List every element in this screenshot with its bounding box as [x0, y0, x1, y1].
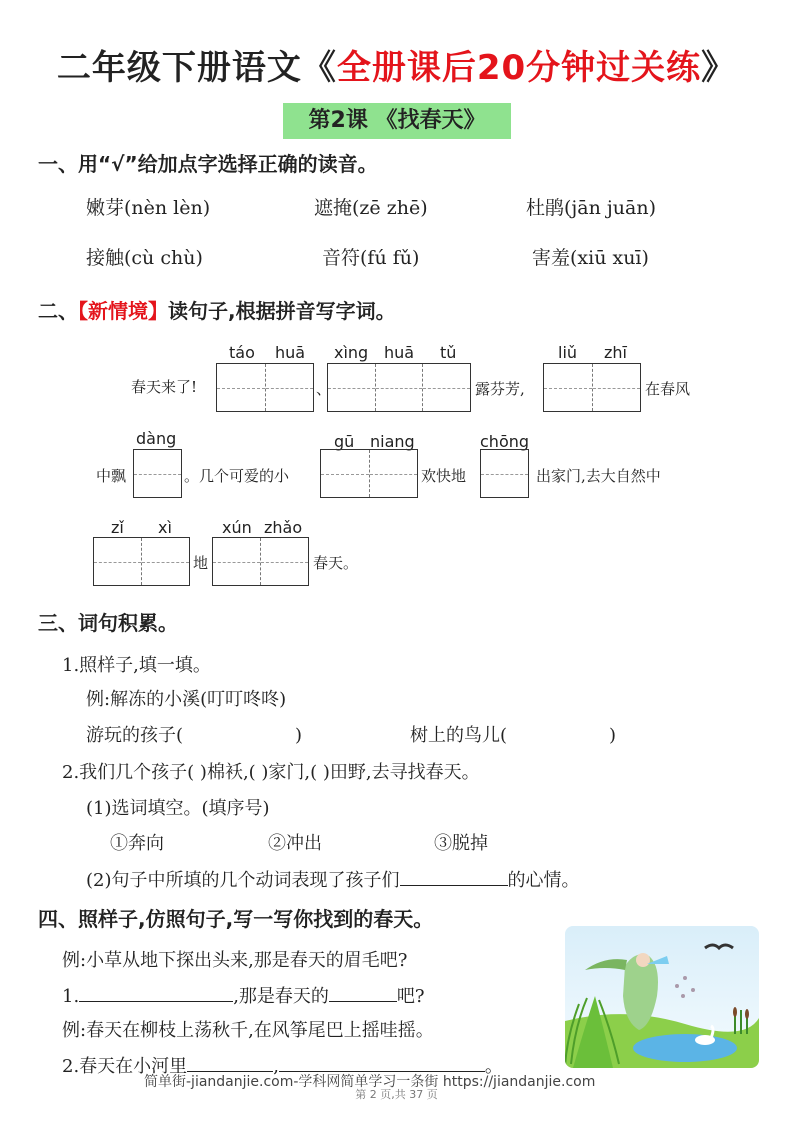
fill-text: 树上的鸟儿( )	[410, 725, 617, 746]
section2-heading: 二、【新情境】读句子,根据拼音写字词。	[38, 299, 396, 323]
answer-blank[interactable]	[79, 981, 233, 1002]
question-text: 1.照样子,填一填。	[62, 655, 211, 676]
writing-grid[interactable]	[133, 449, 182, 498]
question-text: (1)选词填空。(填序号)	[86, 798, 270, 819]
answer-blank[interactable]	[329, 981, 397, 1002]
section3-heading: 三、词句积累。	[38, 611, 178, 635]
sec1-item: 嫩芽(nèn lèn)	[86, 197, 211, 219]
sentence-text: 。几个可爱的小	[184, 467, 290, 485]
fill-text: 1. ,那是春天的 吧?	[62, 981, 425, 1008]
sec1-item: 遮掩(zē zhē)	[314, 197, 428, 219]
spring-illustration	[565, 926, 759, 1068]
option: ②冲出	[268, 833, 322, 854]
answer-blank[interactable]	[400, 865, 508, 886]
pinyin: zhǎo	[264, 518, 303, 537]
sec1-item: 音符(fú fǔ)	[322, 247, 420, 269]
fill-text: 游玩的孩子( )	[86, 725, 303, 746]
page-title: 二年级下册语文《全册课后20分钟过关练》	[56, 48, 737, 88]
watermark: 简单街-jiandanjie.com-学科网简单学习一条街 https://jiandanjie.com	[144, 1074, 596, 1090]
pinyin: niang	[370, 432, 415, 451]
section1-heading: 一、用“√”给加点字选择正确的读音。	[38, 152, 378, 176]
fill-text: 2.春天在小河里 , 。	[62, 1051, 503, 1078]
sentence-text: 露芬芳,	[475, 380, 525, 398]
sentence-text: 地	[193, 554, 209, 572]
pinyin: liǔ	[558, 343, 578, 362]
answer-blank[interactable]	[279, 1051, 485, 1072]
pinyin: tǔ	[440, 343, 457, 362]
sec1-item: 害羞(xiū xuī)	[532, 247, 649, 269]
pinyin: huā	[275, 343, 306, 362]
option: ①奔向	[110, 833, 164, 854]
section4-heading: 四、照样子,仿照句子,写一写你找到的春天。	[38, 907, 434, 931]
sentence-text: 在春风	[645, 380, 691, 398]
example-text: 例:小草从地下探出头来,那是春天的眉毛吧?	[62, 950, 408, 971]
pinyin: táo	[229, 343, 255, 362]
sentence-text: 出家门,去大自然中	[536, 467, 661, 485]
writing-grid[interactable]	[93, 537, 190, 586]
sentence-text: 、	[316, 380, 332, 398]
writing-grid[interactable]	[212, 537, 309, 586]
question-text: 2.我们几个孩子( )棉袄,( )家门,( )田野,去寻找春天。	[62, 762, 480, 783]
question-text: (2)句子中所填的几个动词表现了孩子们 的心情。	[86, 865, 580, 892]
page-number: 第 2 页,共 37 页	[355, 1088, 438, 1101]
pinyin: gū	[334, 432, 355, 451]
pinyin: chōng	[480, 432, 530, 451]
writing-grid[interactable]	[320, 449, 418, 498]
example-text: 例:解冻的小溪(叮叮咚咚)	[86, 689, 287, 710]
writing-grid[interactable]	[216, 363, 314, 412]
writing-grid[interactable]	[543, 363, 641, 412]
option: ③脱掉	[434, 833, 488, 854]
sentence-text: 欢快地	[421, 467, 467, 485]
answer-blank[interactable]	[187, 1051, 273, 1072]
sentence-text: 春天来了!	[131, 378, 198, 396]
pinyin: zǐ	[111, 518, 124, 537]
pinyin: dàng	[136, 429, 177, 448]
writing-grid[interactable]	[327, 363, 471, 412]
pinyin: xì	[158, 518, 172, 537]
pinyin: xún	[222, 518, 252, 537]
pinyin: huā	[384, 343, 415, 362]
sec1-item: 接触(cù chù)	[86, 247, 203, 269]
example-text: 例:春天在柳枝上荡秋千,在风筝尾巴上摇哇摇。	[62, 1020, 434, 1041]
pinyin: zhī	[604, 343, 627, 362]
sentence-text: 中飘	[96, 467, 127, 485]
lesson-badge: 第2课 《找春天》	[283, 103, 511, 139]
pinyin: xìng	[334, 343, 369, 362]
sentence-text: 春天。	[313, 554, 359, 572]
sec1-item: 杜鹃(jān juān)	[526, 197, 657, 219]
writing-grid[interactable]	[480, 449, 529, 498]
